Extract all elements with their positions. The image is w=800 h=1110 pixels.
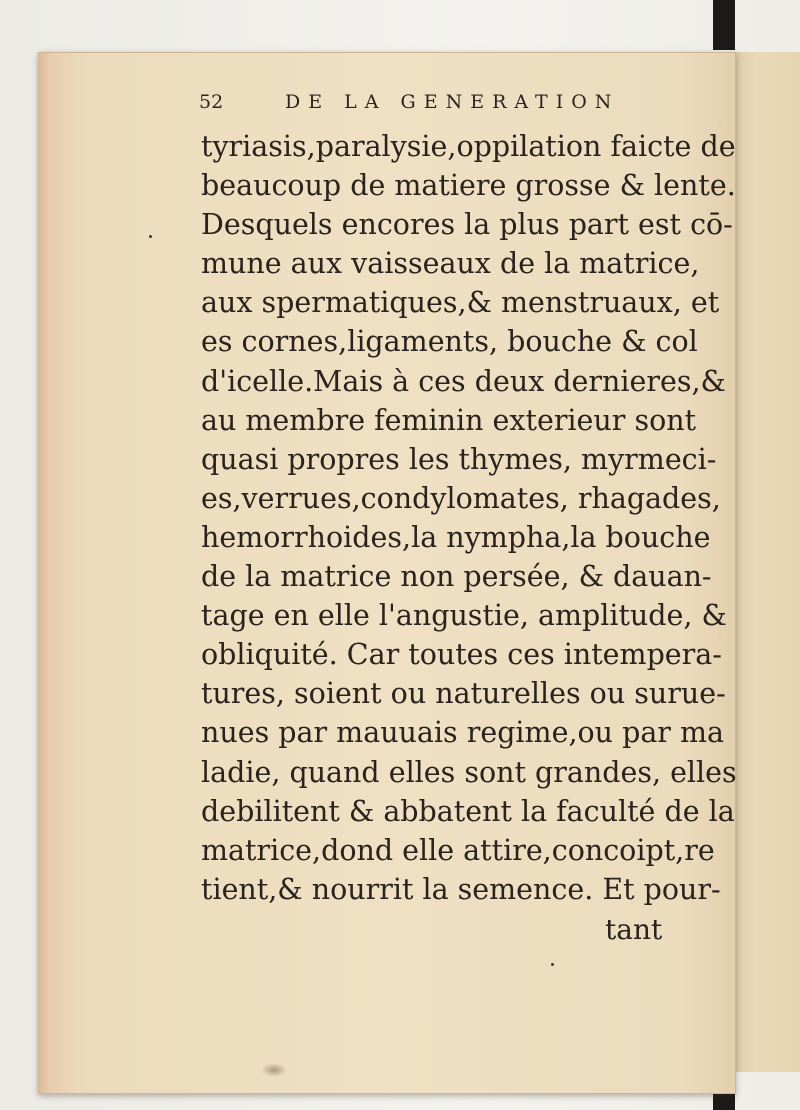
ink-speck [149, 235, 152, 238]
text-line: obliquité. Car toutes ces intempera- [201, 638, 722, 672]
text-line: au membre feminin exterieur sont [201, 403, 697, 437]
paper-smudge [261, 1063, 287, 1077]
text-line: tures, soient ou naturelles ou surue- [201, 677, 726, 711]
text-line: tage en elle l'angustie, amplitude, & [201, 599, 727, 633]
body-text [201, 127, 737, 909]
text-line: Desquels encores la plus part est cō- [201, 208, 733, 242]
bookmark-ribbon-top [713, 0, 735, 50]
text-line: hemorrhoides,la nympha,la bouche [201, 520, 711, 554]
text-line: mune aux vaisseaux de la matrice, [201, 247, 700, 281]
text-line: tyriasis,paralysie,oppilation faicte de [201, 130, 736, 163]
text-line: ladie, quand elles sont grandes, elles [201, 755, 737, 789]
page-number: 52 [199, 91, 224, 113]
running-head [199, 91, 619, 121]
text-line: quasi propres les thymes, myrmeci- [201, 442, 717, 476]
text-line: beaucoup de matiere grosse & lente. [201, 169, 736, 203]
text-line: tient,& nourrit la semence. Et pour- [201, 872, 721, 906]
book-page [38, 52, 736, 1094]
ink-speck [551, 963, 554, 966]
running-head-title: DE LA GENERATION [285, 91, 620, 113]
text-line: es cornes,ligaments, bouche & col [201, 325, 698, 359]
text-line: d'icelle.Mais à ces deux dernieres,& [201, 364, 726, 398]
text-line: debilitent & abbatent la faculté de la [201, 794, 735, 828]
text-line: matrice,dond elle attire,concoipt,re [201, 833, 715, 867]
text-line: nues par mauuais regime,ou par ma [201, 716, 725, 750]
text-line: aux spermatiques,& menstruaux, et [201, 286, 720, 320]
text-line: es,verrues,condylomates, rhagades, [201, 481, 721, 515]
page-fore-edge-stain [39, 53, 73, 1093]
text-line: de la matrice non persée, & dauan- [201, 560, 712, 594]
catchword: tant [605, 913, 663, 946]
